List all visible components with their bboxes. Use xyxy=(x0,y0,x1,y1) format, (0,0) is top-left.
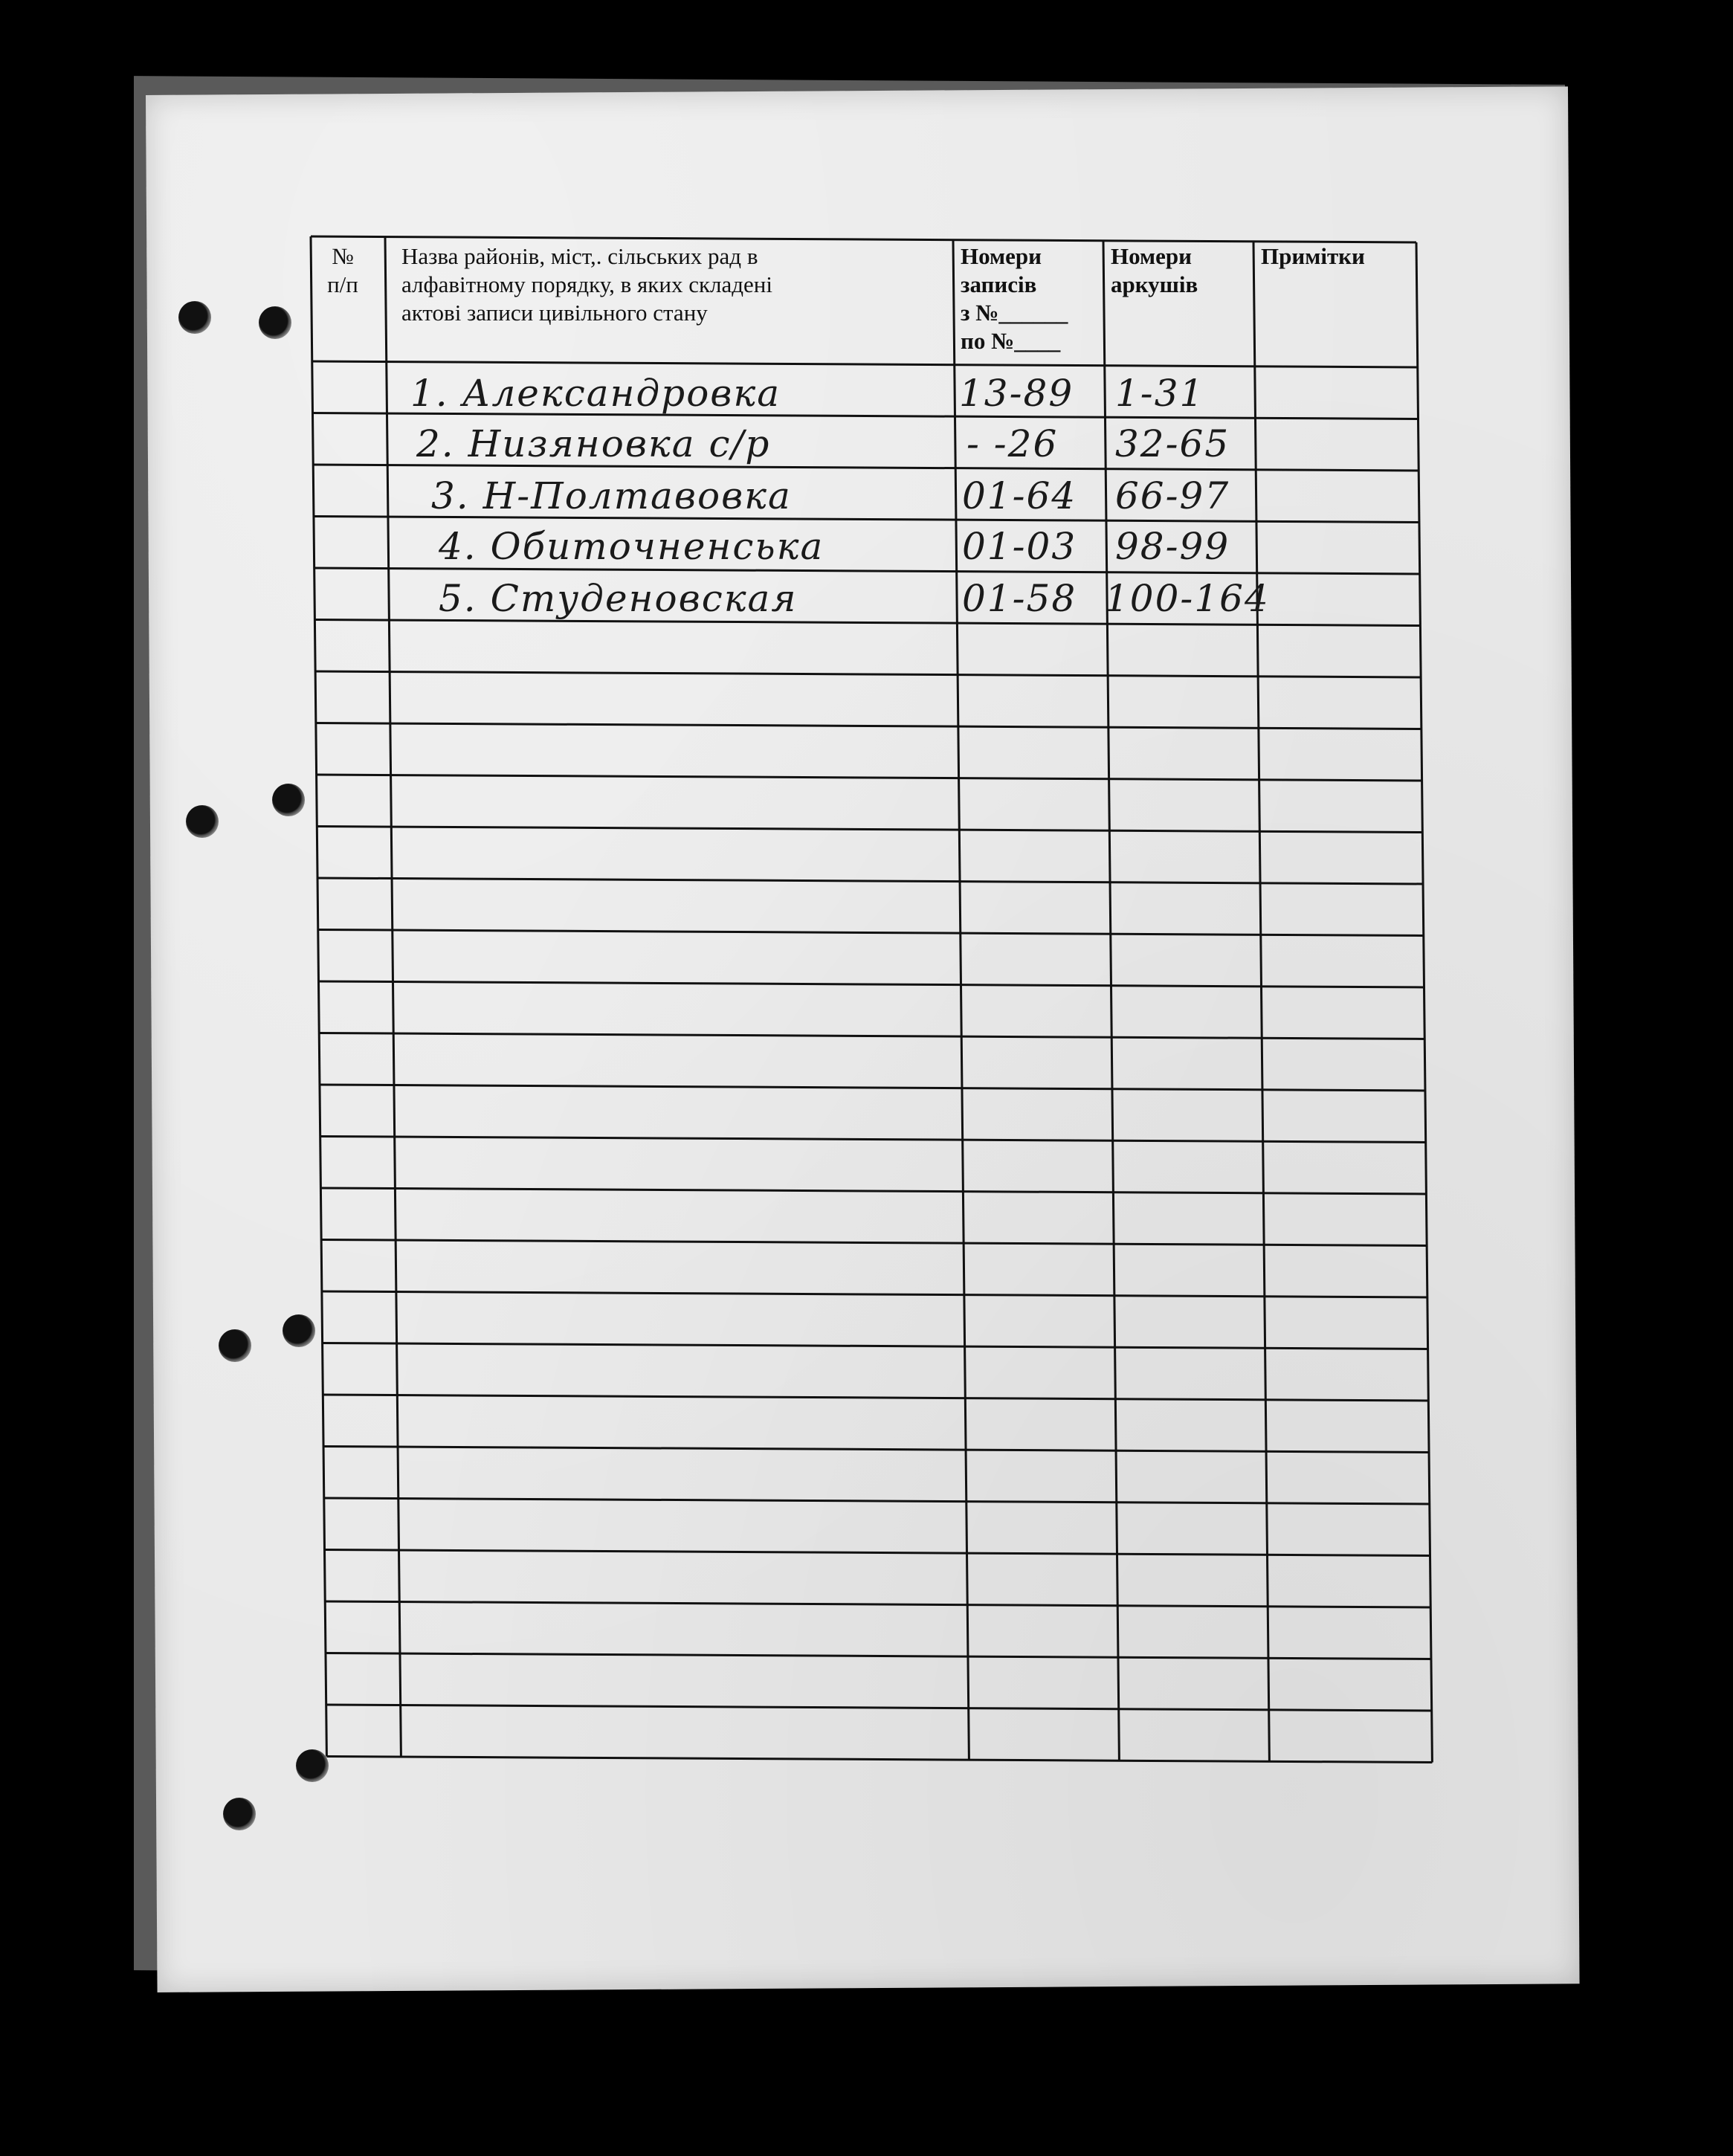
row-records: 01-03 xyxy=(962,525,1077,568)
row-records: 13-89 xyxy=(959,372,1074,415)
row-records: 01-58 xyxy=(962,577,1077,620)
row-records: - -26 xyxy=(966,422,1059,465)
row-records: 01-64 xyxy=(962,474,1077,517)
row-name: 2. Низяновка с/р xyxy=(416,422,771,465)
header-number: № п/п xyxy=(327,243,358,297)
header-name: Назва районів, міст,. сільських рад в алфавітному порядку, в яких складені актові записи цивільного стану xyxy=(401,243,772,326)
row-name: 4. Обиточненська xyxy=(439,525,824,568)
row-sheets: 98-99 xyxy=(1115,525,1230,568)
row-name: 1. Александровка xyxy=(410,372,781,415)
row-sheets: 32-65 xyxy=(1115,422,1230,465)
row-sheets: 1-31 xyxy=(1115,372,1205,415)
row-name: 3. Н-Полтавовка xyxy=(431,474,792,517)
header-sheets: Номери аркушів xyxy=(1111,243,1198,297)
header-records: Номери записів з №______ по №____ xyxy=(961,243,1068,354)
row-sheets: 100-164 xyxy=(1105,577,1270,620)
row-sheets: 66-97 xyxy=(1115,474,1230,517)
header-notes: Примітки xyxy=(1261,243,1365,269)
row-name: 5. Студеновская xyxy=(439,577,798,620)
